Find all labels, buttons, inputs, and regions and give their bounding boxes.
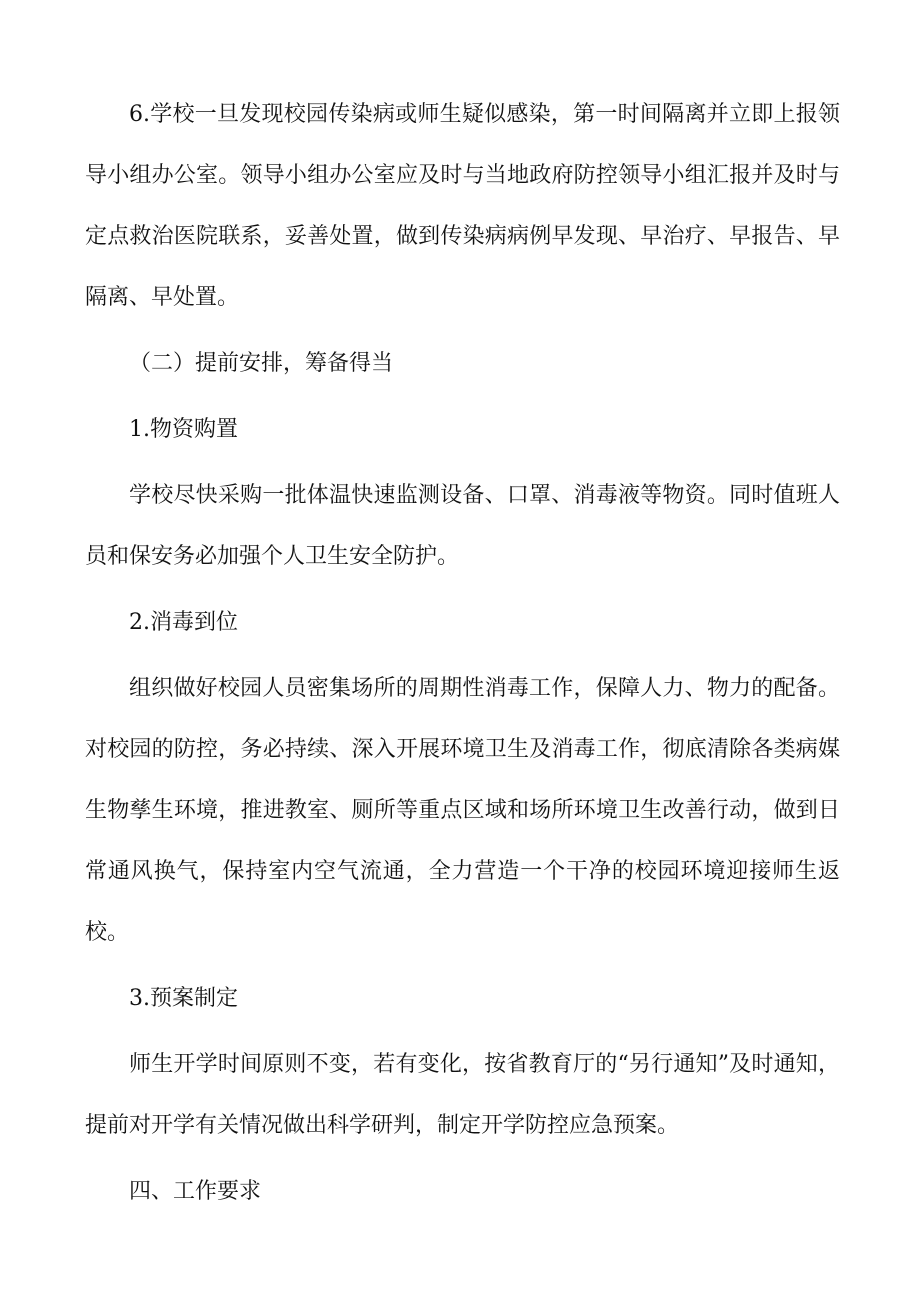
paragraph-contingency-plan: 师生开学时间原则不变，若有变化，按省教育厅的“另行通知”及时通知，提前对开学有关情况做出科学研判，制定开学防控应急预案。 [85, 1052, 840, 1138]
subheading-disinfection: 2.消毒到位 [129, 610, 238, 635]
paragraph-incident-reporting: 6.学校一旦发现校园传染病或师生疑似感染，第一时间隔离并立即上报领导小组办公室。领导小组办公室应及时与当地政府防控领导小组汇报并及时与定点救治医院联系，妥善处置，做到传染病病例早发现、早治疗、早报告、早隔离、早处置。 [85, 102, 840, 310]
subheading-contingency-plan: 3.预案制定 [129, 986, 238, 1011]
subheading-supplies-purchase: 1.物资购置 [129, 417, 238, 442]
section-heading-work-requirements: 四、工作要求 [129, 1179, 262, 1204]
document-page [85, 84, 840, 1222]
paragraph-supplies: 学校尽快采购一批体温快速监测设备、口罩、消毒液等物资。同时值班人员和保安务必加强个人卫生安全防护。 [85, 483, 840, 569]
paragraph-disinfection: 组织做好校园人员密集场所的周期性消毒工作，保障人力、物力的配备。对校园的防控，务必持续、深入开展环境卫生及消毒工作，彻底清除各类病媒生物孳生环境，推进教室、厕所等重点区域和场所环境卫生改善行动，做到日常通风换气，保持室内空气流通，全力营造一个干净的校园环境迎接师生返校。 [85, 676, 840, 945]
section-heading-advance-arrangement: （二）提前安排，筹备得当 [129, 351, 394, 376]
